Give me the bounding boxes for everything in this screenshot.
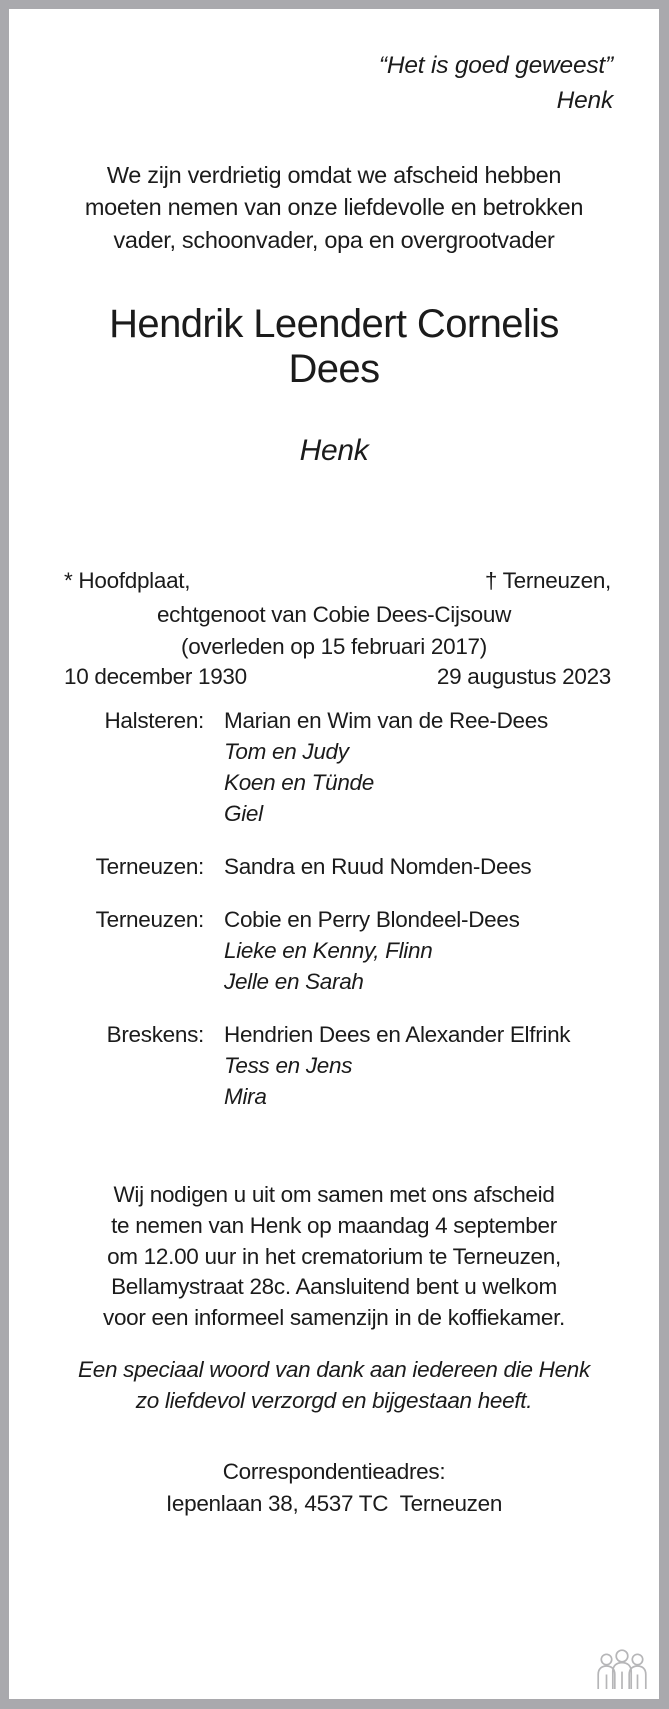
invitation-line-5: voor een informeel samenzijn in de koffiekamer. — [103, 1305, 565, 1331]
family-child-name: Lieke en Kenny, Flinn — [224, 938, 433, 964]
family-group-icon — [595, 1649, 649, 1691]
family-primary-name: Sandra en Ruud Nomden-Dees — [224, 854, 532, 880]
family-group — [9, 1019, 659, 1112]
quote-attribution: Henk — [556, 86, 613, 114]
name-line-2: Dees — [288, 346, 380, 391]
death-place: † Terneuzen, — [484, 567, 611, 593]
quote-text: “Het is goed geweest” — [378, 52, 613, 79]
family-child-name: Giel — [224, 801, 263, 827]
family-names — [224, 851, 531, 882]
intro-line-2: moeten nemen van onze liefdevolle en betrokken — [84, 194, 584, 221]
obituary-card — [9, 9, 659, 1699]
invitation-line-3: om 12.00 uur in het crematorium te Terneuzen, — [107, 1243, 561, 1269]
family-child-name: Koen en Tünde — [224, 770, 374, 796]
spouse-info — [49, 599, 619, 662]
family-group — [9, 904, 659, 997]
thanks-paragraph — [45, 1354, 623, 1416]
deceased-full-name — [39, 302, 629, 392]
family-list — [9, 705, 659, 1135]
family-child-name: Mira — [224, 1084, 267, 1110]
family-group — [9, 705, 659, 829]
intro-line-1: We zijn verdrietig omdat we afscheid hebben — [106, 162, 562, 188]
spouse-line-2: (overleden op 15 februari 2017) — [181, 633, 487, 659]
family-child-name: Tom en Judy — [224, 739, 349, 765]
family-group — [9, 851, 659, 882]
family-child-name: Jelle en Sarah — [224, 969, 364, 995]
correspondence-block — [45, 1456, 623, 1519]
thanks-line-1: Een speciaal woord van dank aan iedereen die Henk — [78, 1357, 590, 1382]
correspondence-address: Iepenlaan 38, 4537 TC Terneuzen — [165, 1490, 503, 1516]
family-place-label: Terneuzen: — [95, 854, 204, 880]
family-names — [224, 904, 520, 997]
thanks-line-2: zo liefdevol verzorgd en bijgestaan heeft. — [135, 1388, 533, 1414]
family-primary-name: Cobie en Perry Blondeel-Dees — [224, 907, 520, 933]
family-place-label: Breskens: — [106, 1022, 204, 1048]
invitation-line-4: Bellamystraat 28c. Aansluitend bent u welkom — [111, 1274, 557, 1300]
family-place-label: Halsteren: — [104, 708, 204, 733]
name-line-1: Hendrik Leendert Cornelis — [109, 302, 559, 346]
invitation-paragraph — [45, 1180, 623, 1334]
family-primary-name: Marian en Wim van de Ree-Dees — [224, 708, 548, 733]
opening-quote — [9, 49, 613, 119]
family-names — [224, 705, 548, 829]
family-names — [224, 1019, 570, 1112]
deceased-nickname: Henk — [299, 434, 369, 467]
invitation-line-2: te nemen van Henk op maandag 4 september — [111, 1212, 557, 1238]
birth-place: * Hoofdplaat, — [64, 567, 191, 593]
spouse-line-1: echtgenoot van Cobie Dees-Cijsouw — [156, 602, 512, 627]
invitation-line-1: Wij nodigen u uit om samen met ons afscheid — [113, 1182, 555, 1207]
intro-paragraph — [49, 159, 619, 256]
family-primary-name: Hendrien Dees en Alexander Elfrink — [224, 1022, 571, 1048]
death-date: 29 augustus 2023 — [436, 663, 611, 689]
family-place-label: Terneuzen: — [95, 907, 204, 933]
family-child-name: Tess en Jens — [224, 1053, 353, 1079]
birth-date: 10 december 1930 — [64, 663, 247, 689]
correspondence-label: Correspondentieadres: — [222, 1459, 446, 1484]
intro-line-3: vader, schoonvader, opa en overgrootvader — [113, 226, 555, 253]
